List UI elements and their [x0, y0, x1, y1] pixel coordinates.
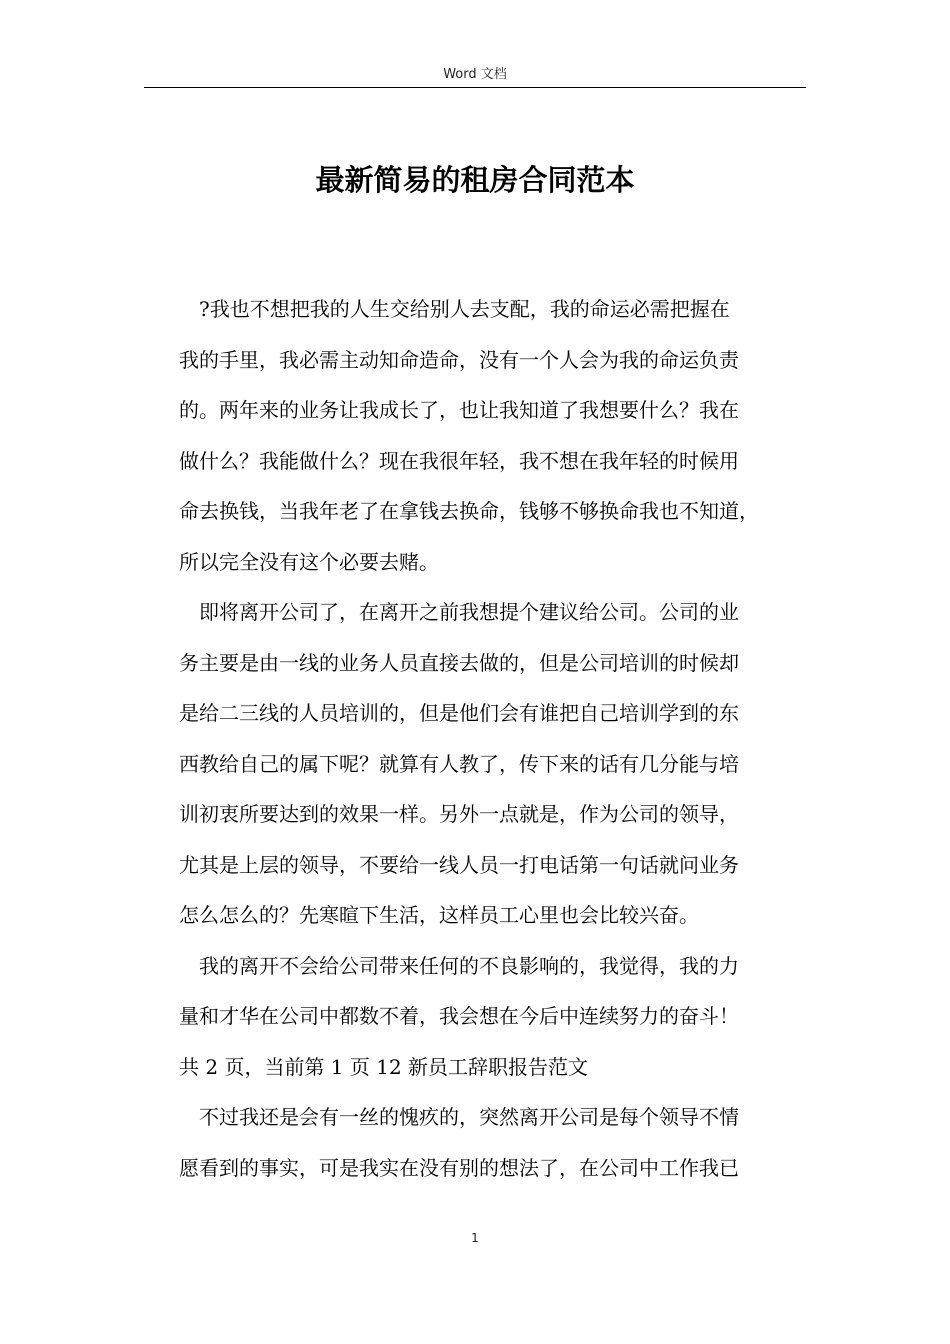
body-line: 即将离开公司了，在离开之前我想提个建议给公司。公司的业 [199, 600, 739, 624]
body-line: 共 2 页，当前第 1 页 12 新员工辞职报告范文 [179, 1054, 589, 1079]
header-divider [144, 87, 806, 88]
document-title: 最新简易的租房合同范本 [315, 163, 635, 197]
body-line: 不过我还是会有一丝的愧疚的，突然离开公司是每个领导不情 [199, 1105, 739, 1129]
body-line: 是给二三线的人员培训的，但是他们会有谁把自己培训学到的东 [179, 701, 739, 725]
body-line: 我的离开不会给公司带来任何的不良影响的，我觉得，我的力 [199, 953, 739, 978]
body-line: 务主要是由一线的业务人员直接去做的，但是公司培训的时候却 [179, 650, 739, 675]
body-line: 怎么怎么的？先寒暄下生活，这样员工心里也会比较兴奋。 [179, 903, 699, 927]
body-line: 训初衷所要达到的效果一样。另外一点就是，作为公司的领导， [179, 802, 739, 826]
page-number: 1 [471, 1231, 479, 1245]
body-line: 愿看到的事实，可是我实在没有别的想法了，在公司中工作我已 [179, 1155, 739, 1180]
body-line: 量和才华在公司中都数不着，我会想在今后中连续努力的奋斗！ [179, 1004, 739, 1028]
body-line: 我的手里，我必需主动知命造命，没有一个人会为我的命运负责 [179, 347, 739, 372]
body-line: 的。两年来的业务让我成长了，也让我知道了我想要什么？我在 [179, 398, 739, 422]
document-body [179, 284, 811, 1193]
body-line: 西教给自己的属下呢？就算有人教了，传下来的话有几分能与培 [179, 751, 739, 776]
body-line: 命去换钱，当我年老了在拿钱去换命，钱够不够换命我也不知道， [179, 499, 759, 523]
body-line: 所以完全没有这个必要去赌。 [179, 549, 439, 574]
header-label: Word 文档 [443, 67, 507, 82]
body-line: 尤其是上层的领导，不要给一线人员一打电话第一句话就问业务 [179, 852, 739, 877]
body-line: 做什么？我能做什么？现在我很年轻，我不想在我年轻的时候用 [179, 448, 739, 473]
body-line: ?我也不想把我的人生交给别人去支配，我的命运必需把握在 [199, 297, 730, 321]
